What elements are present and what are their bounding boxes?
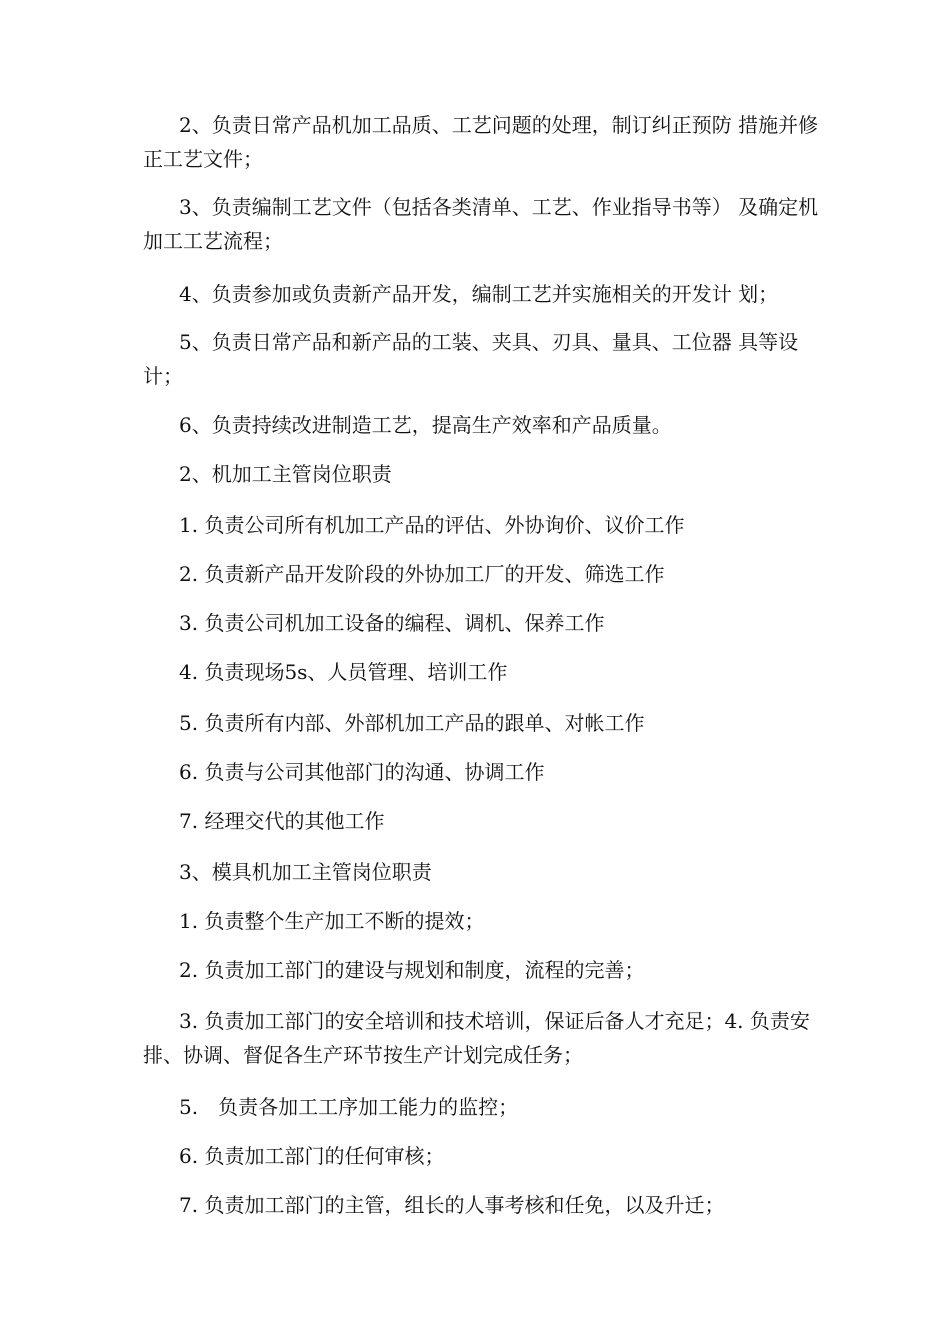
list-item: 3. 负责加工部门的安全培训和技术培训，保证后备人才充足；4. 负责安排、协调、督促各生产环节按生产计划完成任务； xyxy=(143,1009,810,1067)
list-item: 3. 负责公司机加工设备的编程、调机、保养工作 xyxy=(179,611,605,635)
paragraph-5: 6、负责持续改进制造工艺，提高生产效率和产品质量。 xyxy=(179,413,672,437)
list-item: 4. 负责现场5s、人员管理、培训工作 xyxy=(179,660,508,684)
list-item: 2. 负责加工部门的建设与规划和制度，流程的完善； xyxy=(179,958,645,982)
section-heading-2: 2、机加工主管岗位职责 xyxy=(179,462,392,486)
list-item: 7. 经理交代的其他工作 xyxy=(179,809,385,833)
list-item: 7. 负责加工部门的主管，组长的人事考核和任免，以及升迁； xyxy=(179,1193,725,1217)
list-item: 5. 负责各加工工序加工能力的监控； xyxy=(179,1095,519,1119)
paragraph-4: 5、负责日常产品和新产品的工装、夹具、刃具、量具、工位器 具等设计； xyxy=(143,330,799,388)
paragraph-3: 4、负责参加或负责新产品开发，编制工艺并实施相关的开发计 划； xyxy=(179,282,779,306)
list-item: 6. 负责与公司其他部门的沟通、协调工作 xyxy=(179,760,545,784)
list-item: 5. 负责所有内部、外部机加工产品的跟单、对帐工作 xyxy=(179,711,645,735)
list-item: 1. 负责整个生产加工不断的提效； xyxy=(179,909,485,933)
paragraph-1: 2、负责日常产品机加工品质、工艺问题的处理，制订纠正预防 措施并修正工艺文件； xyxy=(143,113,819,171)
list-item: 6. 负责加工部门的任何审核； xyxy=(179,1144,445,1168)
list-item: 1. 负责公司所有机加工产品的评估、外协询价、议价工作 xyxy=(179,513,685,537)
paragraph-2: 3、负责编制工艺文件（包括各类清单、工艺、作业指导书等） 及确定机加工工艺流程； xyxy=(143,195,819,253)
list-item: 2. 负责新产品开发阶段的外协加工厂的开发、筛选工作 xyxy=(179,562,665,586)
section-heading-3: 3、模具机加工主管岗位职责 xyxy=(179,860,432,884)
